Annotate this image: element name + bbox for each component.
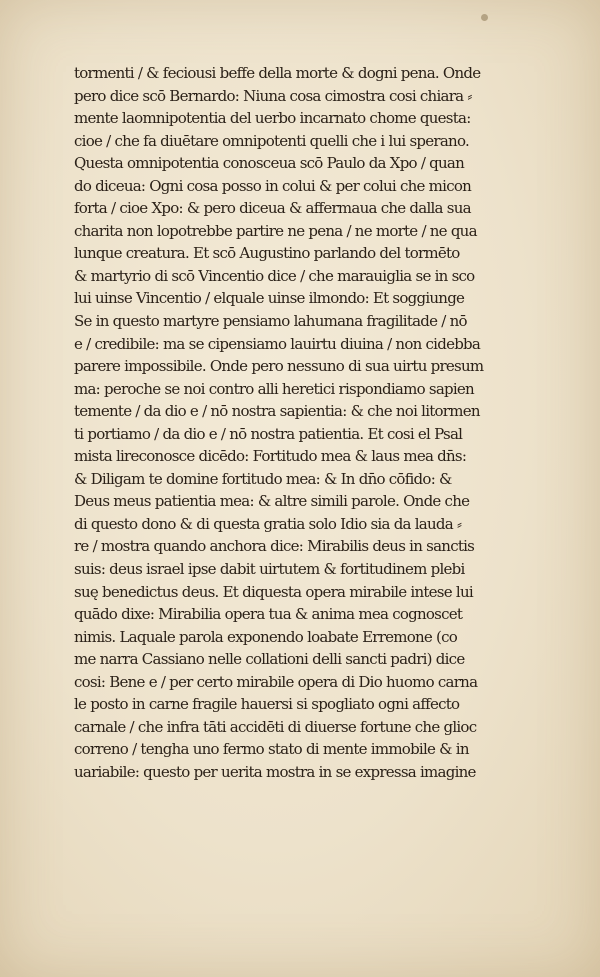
text-line: suę benedictus deus. Et diquesta opera mirabile intese lui: [74, 582, 473, 601]
text-line: quādo dixe: Mirabilia opera tua & anima mea cognoscet: [74, 605, 463, 624]
text-line: mista lireconosce dicēdo: Fortitudo mea & laus mea dn̄s:: [74, 447, 467, 466]
text-line: cioe / che fa diuētare omnipotenti quelli che i lui sperano.: [74, 131, 469, 150]
text-line: forta / cioe Xpo: & pero diceua & affermaua che dalla sua: [74, 199, 471, 218]
text-line: re / mostra quando anchora dice: Mirabilis deus in sanctis: [74, 537, 475, 556]
text-line: charita non lopotrebbe partire ne pena / ne morte / ne qua: [74, 221, 477, 240]
text-line: ma: peroche se noi contro alli heretici rispondiamo sapien: [74, 379, 474, 398]
text-line: Se in questo martyre pensiamo lahumana fragilitade / nō: [74, 312, 467, 331]
text-line: & martyrio di scō Vincentio dice / che marauiglia se in sco: [74, 266, 475, 285]
text-line: ti portiamo / da dio e / nō nostra patientia. Et cosi el Psal: [74, 424, 463, 443]
text-line: le posto in carne fragile hauersi si spogliato ogni affecto: [74, 695, 460, 714]
text-line: di questo dono & di questa gratia solo Idio sia da lauda ⸗: [74, 514, 462, 533]
text-line: pero dice scō Bernardo: Niuna cosa cimostra cosi chiara ⸗: [74, 86, 472, 105]
text-line: carnale / che infra tāti accidēti di diuerse fortune che glioc: [74, 717, 477, 736]
text-line: do diceua: Ogni cosa posso in colui & per colui che micon: [74, 176, 472, 195]
text-line: me narra Cassiano nelle collationi delli sancti padri) dice: [74, 650, 465, 669]
foxing-spot: [481, 14, 488, 21]
text-line: tormenti / & feciousi beffe della morte & dogni pena. Onde: [74, 64, 481, 82]
text-line: Deus meus patientia mea: & altre simili parole. Onde che: [74, 492, 470, 511]
text-line: lui uinse Vincentio / elquale uinse ilmondo: Et soggiunge: [74, 289, 465, 308]
text-block: [74, 62, 524, 784]
text-line: temente / da dio e / nō nostra sapientia: & che noi litormen: [74, 402, 480, 421]
text-line: correno / tengha uno fermo stato di mente immobile & in: [74, 740, 469, 759]
text-line: uariabile: questo per uerita mostra in se expressa imagine: [74, 762, 476, 781]
text-line: lunque creatura. Et scō Augustino parlando del tormēto: [74, 244, 460, 263]
text-line: e / credibile: ma se cipensiamo lauirtu diuina / non cidebba: [74, 334, 481, 353]
text-line: parere impossibile. Onde pero nessuno di sua uirtu presum: [74, 357, 484, 376]
text-line: & Diligam te domine fortitudo mea: & In dn̄o cōfido: &: [74, 469, 452, 488]
text-line: Questa omnipotentia conosceua scō Paulo da Xpo / quan: [74, 154, 465, 173]
text-line: mente laomnipotentia del uerbo incarnato chome questa:: [74, 109, 471, 128]
text-line: suis: deus israel ipse dabit uirtutem & fortitudinem plebi: [74, 560, 465, 579]
text-line: cosi: Bene e / per certo mirabile opera di Dio huomo carna: [74, 672, 478, 691]
text-line: nimis. Laquale parola exponendo loabate Erremone (co: [74, 627, 458, 646]
